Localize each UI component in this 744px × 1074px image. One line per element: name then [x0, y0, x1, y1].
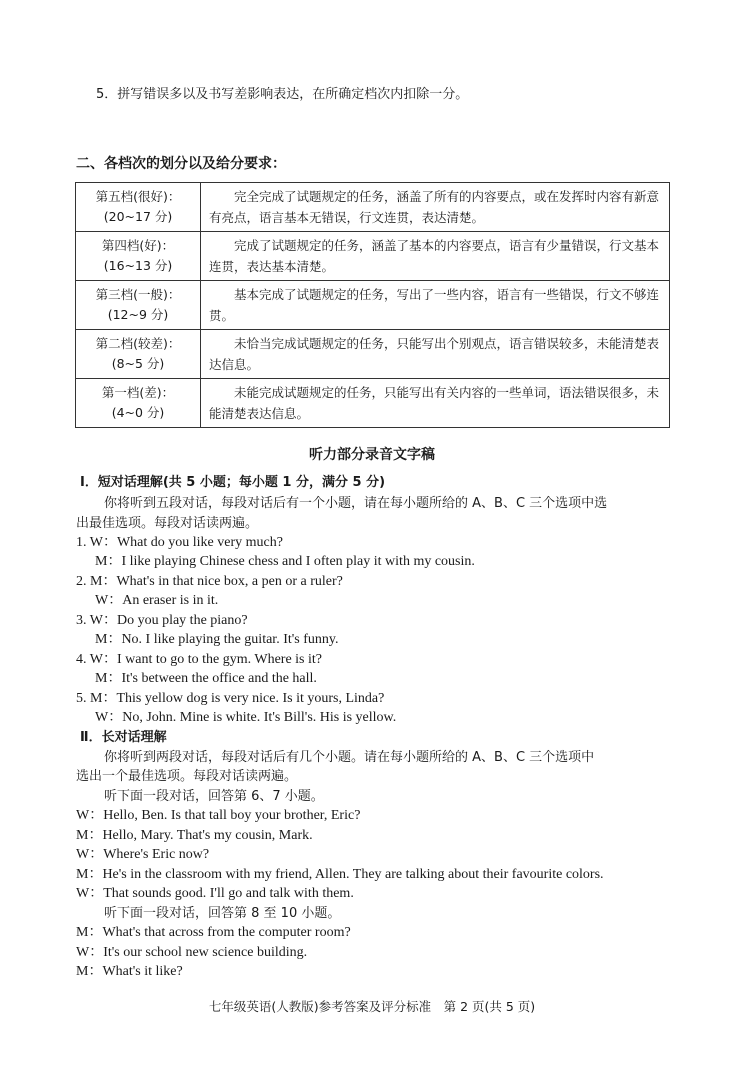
grade-desc: 完成了试题规定的任务，涵盖了基本的内容要点，语言有少量错误，行文基本连贯，表达基本清楚。: [209, 238, 660, 274]
dialog-line: 5. M：This yellow dog is very nice. Is it yours, Linda?: [76, 691, 385, 706]
grade-row-4: [76, 232, 670, 281]
grade-desc: 未能完成试题规定的任务，只能写出有关内容的一些单词，语法错误很多，未能清楚表达信息。: [209, 385, 660, 421]
grade-range: (4~0 分): [111, 405, 165, 420]
dialog-line: M：It's between the office and the hall.: [95, 671, 317, 686]
grade-range: (20~17 分): [103, 209, 173, 224]
part1-heading: Ⅰ．短对话理解(共 5 小题；每小题 1 分，满分 5 分): [80, 475, 386, 490]
grade-row-2: [76, 330, 670, 379]
dialog-line: W：No, John. Mine is white. It's Bill's. His is yellow.: [95, 710, 397, 725]
listening-title: 听力部分录音文字稿: [309, 447, 435, 463]
page-footer: 七年级英语(人教版)参考答案及评分标准 第 2 页(共 5 页): [208, 999, 536, 1014]
grade-row-3: [76, 281, 670, 330]
grade-level: 第三档(一般)：: [95, 287, 181, 302]
grade-level: 第五档(很好)：: [95, 189, 181, 204]
grade-range: (16~13 分): [103, 258, 173, 273]
dialog-line: M：I like playing Chinese chess and I often play it with my cousin.: [95, 554, 475, 569]
rule-3: 5．拼写错误多以及书写差影响表达，在所确定档次内扣除一分。: [96, 87, 469, 102]
q810-prompt: 听下面一段对话，回答第 8 至 10 小题。: [104, 906, 341, 921]
dialog-line: M：Hello, Mary. That's my cousin, Mark.: [76, 828, 313, 843]
dialog-line: W：An eraser is in it.: [95, 593, 219, 608]
dialog-line: 1. W：What do you like very much?: [76, 535, 283, 550]
grade-range: (12~9 分): [107, 307, 169, 322]
part2-heading: Ⅱ．长对话理解: [80, 730, 167, 745]
dialog-line: M：He's in the classroom with my friend, Allen. They are talking about their favourite colors.: [76, 867, 604, 882]
part2-instruction: 你将听到两段对话，每段对话后有几个小题。请在每小题所给的 A、B、C 三个选项中: [104, 750, 595, 765]
dialog-line: W：Hello, Ben. Is that tall boy your brother, Eric?: [76, 808, 361, 823]
part1-instruction: 你将听到五段对话，每段对话后有一个小题，请在每小题所给的 A、B、C 三个选项中选: [104, 496, 608, 511]
grade-row-5: [76, 183, 670, 232]
dialog-line: M：No. I like playing the guitar. It's funny.: [95, 632, 339, 647]
grade-level: 第一档(差)：: [101, 385, 175, 400]
part2-instruction-cont: 选出一个最佳选项。每段对话读两遍。: [76, 769, 298, 784]
grade-range: (8~5 分): [111, 356, 165, 371]
dialog-line: W：It's our school new science building.: [76, 945, 308, 960]
dialog-line: W：That sounds good. I'll go and talk with them.: [76, 886, 354, 901]
part1-instruction-cont: 出最佳选项。每段对话读两遍。: [76, 516, 259, 531]
grading-table: [75, 182, 670, 428]
grade-level: 第四档(好)：: [101, 238, 175, 253]
dialog-line: M：What's it like?: [76, 964, 183, 979]
q67-prompt: 听下面一段对话，回答第 6、7 小题。: [104, 789, 324, 804]
grade-desc: 基本完成了试题规定的任务，写出了一些内容，语言有一些错误，行文不够连贯。: [209, 287, 660, 323]
grade-row-1: [76, 379, 670, 428]
grade-level: 第二档(较差)：: [95, 336, 181, 351]
dialog-line: W：Where's Eric now?: [76, 847, 210, 862]
dialog-line: M：What's that across from the computer room?: [76, 925, 351, 940]
grade-desc: 完全完成了试题规定的任务，涵盖了所有的内容要点，或在发挥时内容有新意有亮点，语言基本无错误，行文连贯，表达清楚。: [209, 189, 660, 225]
grade-desc: 未恰当完成试题规定的任务，只能写出个别观点，语言错误较多，未能清楚表达信息。: [209, 336, 660, 372]
dialog-line: 2. M：What's in that nice box, a pen or a ruler?: [76, 574, 343, 589]
dialog-line: 4. W：I want to go to the gym. Where is it?: [76, 652, 322, 667]
dialog-line: 3. W：Do you play the piano?: [76, 613, 248, 628]
section2-title: 二、各档次的划分以及给分要求：: [76, 156, 286, 172]
